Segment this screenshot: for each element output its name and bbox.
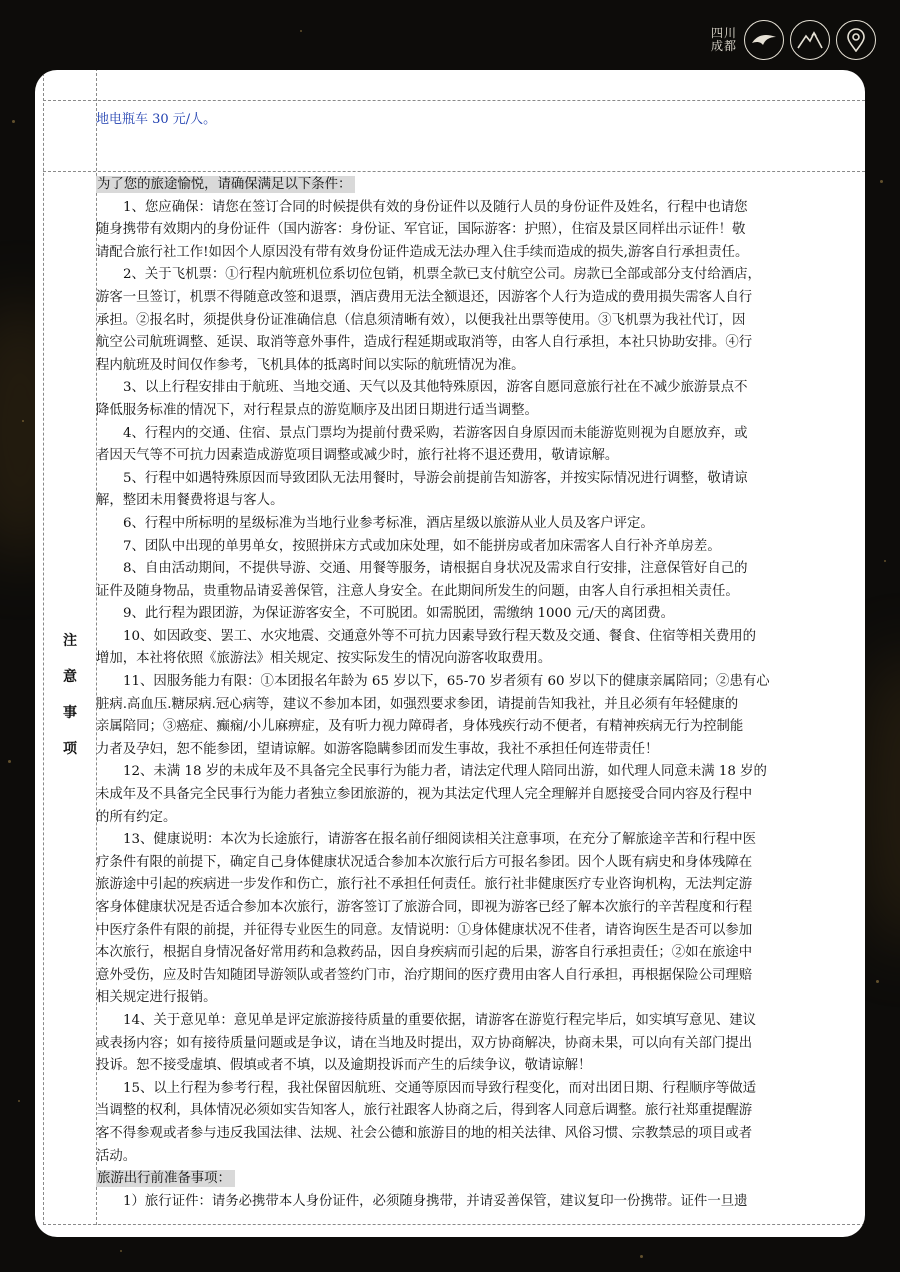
text-line: 中医疗条件有限的前提，并征得专业医生的同意。友情说明：①身体健康状况不佳者，请咨询医生是否可以参加 (96, 922, 753, 938)
background-glow (860, 650, 900, 950)
section-heading-preparation: 旅游出行前准备事项： (96, 1170, 235, 1187)
bird-icon (744, 20, 784, 60)
text-line: 1、您应确保：请您在签订合同的时候提供有效的身份证件以及随行人员的身份证件及姓名，行程中也请您 (123, 199, 748, 215)
notes-paragraphs (96, 197, 865, 1169)
text-line: 疗条件有限的前提下，确定自己身体健康状况适合参加本次旅行后方可报名参团。因个人既有病史和身体残障在 (96, 854, 753, 870)
text-line: 8、自由活动期间，不提供导游、交通、用餐等服务，请根据自身状况及需求自行安排，注意保管好自己的 (123, 561, 748, 577)
text-line: 未成年及不具备完全民事行为能力者独立参团旅游的，视为其法定代理人完全理解并自愿接受合同内容及行程中 (96, 787, 753, 803)
table-border (43, 171, 865, 172)
text-line: 航空公司航班调整、延误、取消等意外事件，造成行程延期或取消等，由客人自行承担，本社只协助安排。④行 (96, 335, 753, 351)
text-line: 相关规定进行报销。 (96, 990, 217, 1006)
notes-content (96, 174, 865, 1213)
text-line: 程内航班及时间仅作参考，飞机具体的抵离时间以实际的航班情况为准。 (96, 357, 525, 373)
text-line: 7、团队中出现的单男单女，按照拼床方式或加床处理，如不能拼房或者加床需客人自行补齐单房差。 (123, 538, 721, 554)
location-pin-icon (836, 20, 876, 60)
mountain-icon (790, 20, 830, 60)
gold-speck (876, 980, 879, 983)
previous-row-note: 地电瓶车 30 元/人。 (96, 112, 217, 127)
text-line: 请配合旅行社工作!如因个人原因没有带有效身份证件造成无法办理入住手续而造成的损失,游客自行承担责任。 (96, 244, 749, 260)
text-line: 增加，本社将依照《旅游法》相关规定、按实际发生的情况向游客收取费用。 (96, 651, 552, 667)
text-line: 投诉。恕不接受虚填、假填或者不填，以及逾期投诉而产生的后续争议，敬请谅解！ (96, 1058, 592, 1074)
brand-header (710, 20, 876, 60)
text-line: 5、行程中如遇特殊原因而导致团队无法用餐时，导游会前提前告知游客，并按实际情况进行调整，敬请谅 (123, 470, 748, 486)
gold-speck (640, 1255, 643, 1258)
text-line: 游客一旦签订，机票不得随意改签和退票，酒店费用无法全额退还，因游客个人行为造成的费用损失需客人自行 (96, 289, 753, 305)
text-line: 4、行程内的交通、住宿、景点门票均为提前付费采购，若游客因自身原因而未能游览则视为自愿放弃，或 (123, 425, 748, 441)
text-line: 解，整团未用餐费将退与客人。 (96, 493, 284, 509)
gold-speck (300, 30, 302, 32)
text-line: 降低服务标准的情况下，对行程景点的游览顺序及出团日期进行适当调整。 (96, 402, 538, 418)
text-line: 11、因服务能力有限：①本团报名年龄为 65 岁以下，65-70 岁者须有 60 岁以下的健康亲属陪同；②患有心 (123, 674, 770, 690)
text-line: 承担。②报名时，须提供身份证准确信息（信息须清晰有效），以便我社出票等使用。③飞机票为我社代订，因 (96, 312, 746, 328)
text-line: 9、此行程为跟团游，为保证游客安全，不可脱团。如需脱团，需缴纳 1000 元/天的离团费。 (123, 606, 675, 622)
text-line: 13、健康说明：本次为长途旅行，请游客在报名前仔细阅读相关注意事项，在充分了解旅途辛苦和行程中医 (123, 832, 757, 848)
text-line: 客不得参观或者参与违反我国法律、法规、社会公德和旅游目的地的相关法律、风俗习惯、宗教禁忌的项目或者 (96, 1125, 753, 1141)
text-line: 意外受伤，应及时告知随团导游领队或者签约门市，治疗期间的医疗费用由客人自行承担，再根据保险公司理赔 (96, 967, 753, 983)
gold-speck (22, 420, 24, 422)
notes-side-label: 注 意 事 项 (63, 633, 77, 757)
text-line: 客身体健康状况是否适合参加本次旅行，游客签订了旅游合同，即视为游客已经了解本次旅行的辛苦程度和行程 (96, 900, 753, 915)
text-line: 者因天气等不可抗力因素造成游览项目调整或减少时，旅行社将不退还费用，敬请谅解。 (96, 448, 619, 464)
text-line: 旅游途中引起的疾病进一步发作和伤亡，旅行社不承担任何责任。旅行社非健康医疗专业咨询机构，无法判定游 (96, 877, 753, 893)
table-border (43, 1224, 865, 1225)
text-line: 亲属陪同；③癌症、癫痫/小儿麻痹症，及有听力视力障碍者，身体残疾行动不便者，有精神疾病无行为控制能 (96, 719, 744, 735)
gold-speck (120, 1250, 122, 1252)
text-line: 3、以上行程安排由于航班、当地交通、天气以及其他特殊原因，游客自愿同意旅行社在不减少旅游景点不 (123, 380, 748, 396)
text-line: 本次旅行，根据自身情况备好常用药和急救药品，因自身疾病而引起的后果，游客自行承担责任；②如在旅途中 (96, 945, 753, 961)
text-line: 脏病.高血压.糖尿病.冠心病等，建议不参加本团，如强烈要求参团，请提前告知我社，并且必须有年轻健康的 (96, 696, 739, 712)
text-line: 或表扬内容；如有接待质量问题或是争议，请在当地及时提出，双方协商解决，协商未果，可以向有关部门提出 (96, 1035, 753, 1051)
text-line: 随身携带有效期内的身份证件（国内游客：身份证、军官证，国际游客：护照），住宿及景区同样出示证件！敬 (96, 222, 746, 238)
text-line: 2、关于飞机票：①行程内航班机位系切位包销，机票全款已支付航空公司。房款已全部或部分支付给酒店， (123, 267, 761, 283)
gold-speck (880, 180, 883, 183)
text-line: 证件及随身物品，贵重物品请妥善保管，注意人身安全。在此期间所发生的问题，由客人自行承担相关责任。 (96, 583, 739, 599)
text-line: 15、以上行程为参考行程，我社保留因航班、交通等原因而导致行程变化，而对出团日期、行程顺序等做适 (123, 1080, 757, 1096)
text-line: 10、如因政变、罢工、水灾地震、交通意外等不可抗力因素导致行程天数及交通、餐食、住宿等相关费用的 (123, 628, 757, 644)
text-line: 6、行程中所标明的星级标准为当地行业参考标准，酒店星级以旅游从业人员及客户评定。 (123, 515, 654, 531)
preparation-item: 1）旅行证件：请务必携带本人身份证件，必须随身携带，并请妥善保管，建议复印一份携带。证件一旦遗 (123, 1193, 748, 1209)
document-page (35, 70, 865, 1237)
gold-speck (12, 120, 15, 123)
gold-speck (8, 760, 11, 763)
region-label: 四川 成都 (710, 26, 737, 53)
text-line: 14、关于意见单：意见单是评定旅游接待质量的重要依据，请游客在游览行程完毕后，如实填写意见、建议 (123, 1012, 757, 1028)
section-heading-conditions: 为了您的旅途愉悦，请确保满足以下条件： (96, 176, 355, 193)
gold-speck (884, 560, 886, 562)
text-line: 12、未满 18 岁的未成年及不具备完全民事行为能力者，请法定代理人陪同出游，如代理人同意未满 18 岁的 (123, 764, 767, 780)
text-line: 当调整的权利，具体情况必须如实告知客人，旅行社跟客人协商之后，得到客人同意后调整。旅行社郑重提醒游 (96, 1103, 753, 1119)
text-line: 的所有约定。 (96, 809, 177, 825)
gold-speck (18, 1100, 20, 1102)
text-line: 活动。 (96, 1148, 137, 1164)
text-line: 力者及孕妇，恕不能参团，望请谅解。如游客隐瞒参团而发生事故，我社不承担任何连带责任！ (96, 741, 659, 757)
